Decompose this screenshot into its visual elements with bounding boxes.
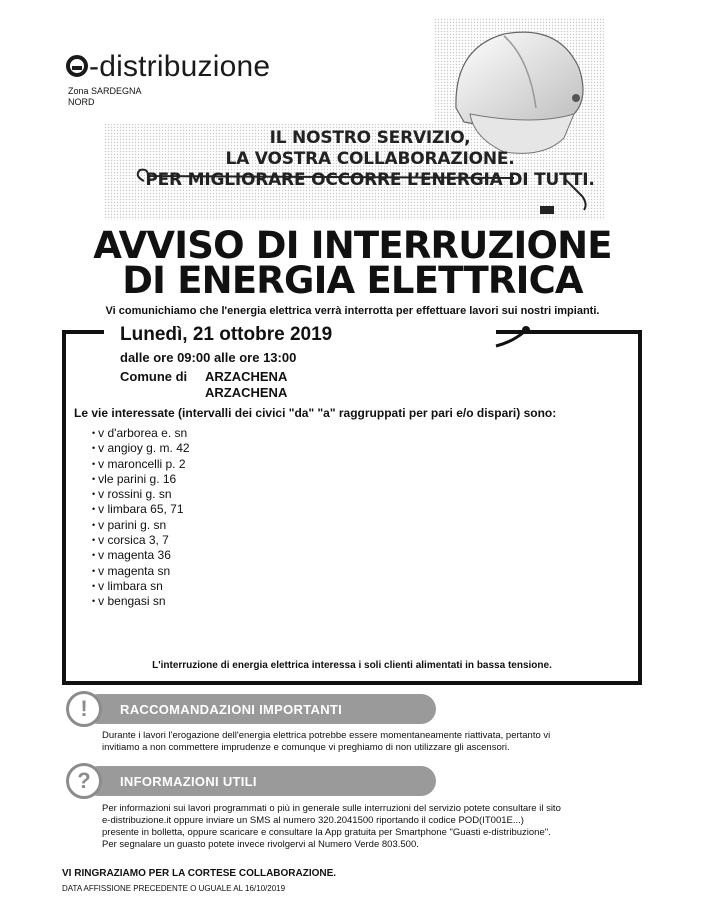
outage-times: dalle ore 09:00 alle ore 13:00 [120,350,297,365]
recommendations-label: RACCOMANDAZIONI IMPORTANTI [120,702,343,717]
info-line: presente in bolletta, oppure scaricare e consultare la App gratuita per Smartphone "Guasti e-distribuzione". [102,827,551,838]
streets-heading: Le vie interessate (intervalli dei civici "da" "a" raggruppati per pari e/o dispari) sono: [74,406,557,420]
info-line: e-distribuzione.it oppure inviare un SMS al numero 320.2041500 riportando il codice POD(IT001E...) [102,815,524,826]
title-line-2: DI ENERGIA ELETTRICA [122,259,583,302]
title-line-1: AVVISO DI INTERRUZIONE [93,224,612,267]
street-item: • v bengasi sn [92,594,190,609]
slogan-line-1: IL NOSTRO SERVIZIO, [269,128,471,148]
info-text [102,803,561,851]
cable-plug-icon [494,324,534,350]
outage-date: Lunedì, 21 ottobre 2019 [120,324,333,345]
street-item: • v corsica 3, 7 [92,533,190,548]
logo-e-mark [66,55,88,77]
comune-values [205,369,287,401]
recommendations-text [102,730,550,754]
recommendations-line: Durante i lavori l'erogazione dell'energia elettrica potrebbe essere momentaneamente riattivata, pertanto vi [102,730,551,741]
page-title [0,224,705,302]
recommendations-line: invitiamo a non commettere imprudenze e comunque vi preghiamo di non utilizzare gli ascensori. [102,742,510,753]
thanks-text: VI RINGRAZIAMO PER LA CORTESE COLLABORAZIONE. [62,868,337,879]
streets-list [92,426,190,610]
street-item: • v limbara 65, 71 [92,502,190,517]
slogan-line-3: PER MIGLIORARE OCCORRE L’ENERGIA DI TUTTI. [145,170,595,190]
exclamation-icon: ! [66,691,102,727]
comune-label: Comune di [120,369,188,384]
info-label: INFORMAZIONI UTILI [120,774,257,789]
street-item: • v rossini g. sn [92,487,190,502]
comune-value: ARZACHENA [205,369,288,384]
info-line: Per segnalare un guasto potete invece rivolgervi al Numero Verde 803.500. [102,839,419,850]
street-item: • v limbara sn [92,579,190,594]
street-item: • v parini g. sn [92,518,190,533]
info-line: Per informazioni sui lavori programmati o più in generale sulle interruzioni del servizio potete consultare il sito [102,803,561,814]
street-item: • v maroncelli p. 2 [92,457,190,472]
slogan [140,128,600,191]
street-item: • v magenta sn [92,564,190,579]
slogan-line-2: LA VOSTRA COLLABORAZIONE. [225,149,515,169]
zone-line-2: NORD [68,97,95,107]
street-item: • v angioy g. m. 42 [92,441,190,456]
question-icon: ? [66,763,102,799]
zone-line-1: Zona SARDEGNA [68,86,142,96]
comune-value: ARZACHENA [205,385,288,400]
street-item: • v d'arborea e. sn [92,426,190,441]
box-footnote: L'interruzione di energia elettrica interessa i soli clienti alimentati in bassa tensione. [152,660,552,671]
street-item: • v magenta 36 [92,548,190,563]
intro-text: Vi comunichiamo che l'energia elettrica verrà interrotta per effettuare lavori sui nostri impianti. [105,305,600,317]
logo-text: -distribuzione [89,50,271,83]
street-item: • vle parini g. 16 [92,472,190,487]
posting-date: DATA AFFISSIONE PRECEDENTE O UGUALE AL 16/10/2019 [62,884,286,893]
